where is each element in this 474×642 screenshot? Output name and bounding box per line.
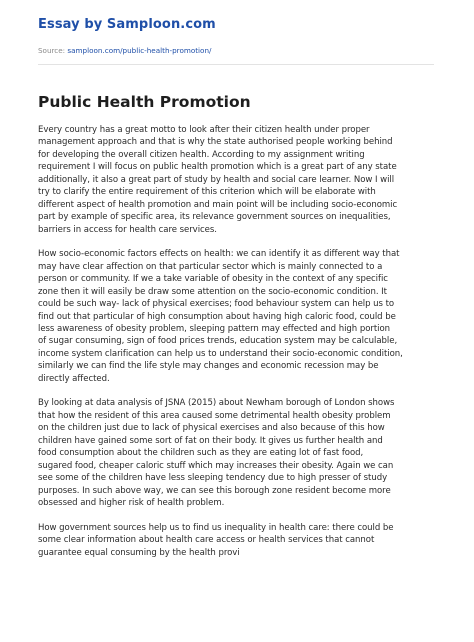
body-paragraph: [38, 522, 438, 559]
text-line: food consumption about the children such as they are eating lot of fast food,: [38, 448, 364, 459]
source-label: Source:: [38, 46, 66, 55]
text-line: purposes. In such above way, we can see this borough zone resident become more: [38, 485, 391, 496]
text-line: different aspect of health promotion and main point will be including socio-economic: [38, 199, 398, 210]
text-line: that how the resident of this area caused some detrimental health obesity problem: [38, 410, 391, 421]
text-line: barriers in access for health care services.: [38, 224, 217, 235]
body-paragraph: [38, 124, 438, 236]
text-line: How socio-economic factors effects on health: we can identify it as different way that: [38, 249, 400, 260]
text-line: guarantee equal consuming by the health provi: [38, 547, 240, 558]
source-line: [38, 46, 211, 55]
text-line: part by example of specific area, its relevance government sources on inequalities,: [38, 212, 391, 223]
text-line: income system clarification can help us to understand their socio-economic condition,: [38, 348, 403, 359]
text-line: find out that particular of high consumption about having high caloric food, could be: [38, 311, 396, 322]
text-line: for developing the overall citizen health. According to my assignment writing: [38, 149, 365, 160]
body-paragraph: [38, 397, 438, 509]
text-line: see some of the children have less sleeping tendency due to high presser of study: [38, 473, 388, 484]
text-line: directly affected.: [38, 373, 110, 384]
document-body: [38, 124, 438, 571]
text-line: requirement I will focus on public health promotion which is a great part of any state: [38, 162, 397, 173]
header-divider: [38, 64, 434, 65]
text-line: obsessed and higher risk of health problem.: [38, 498, 225, 509]
text-line: sugared food, cheaper caloric stuff which may increases their obesity. Again we can: [38, 460, 394, 471]
text-line: children have gained some sort of fat on their body. It gives us further health and: [38, 435, 383, 446]
text-line: try to clarify the entire requirement of this criterion which will be elaborate with: [38, 187, 376, 198]
document-title: Public Health Promotion: [38, 93, 251, 111]
site-title: Essay by Samploon.com: [38, 17, 216, 32]
text-line: Every country has a great motto to look after their citizen health under proper: [38, 125, 370, 135]
text-line: less awareness of obesity problem, sleeping pattern may effected and high portion: [38, 323, 391, 334]
text-line: similarly we can find the life style may changes and economic recession may be: [38, 361, 379, 372]
text-line: some clear information about health care access or health services that cannot: [38, 535, 375, 546]
text-line: on the children just due to lack of physical exercises and also because of this how: [38, 423, 385, 434]
text-line: person or community. If we a take variable of obesity in the context of any specific: [38, 274, 388, 285]
text-line: management approach and that is why the state authorised people working behind: [38, 137, 393, 148]
text-line: By looking at data analysis of JSNA (2015) about Newham borough of London shows: [38, 398, 395, 409]
body-paragraph: [38, 248, 438, 385]
text-line: additionally, it also a great part of study by health and social care learner. Now I will: [38, 174, 395, 185]
text-line: may have clear affection on that particular sector which is mainly connected to a: [38, 261, 383, 272]
text-line: could be such way- lack of physical exercises; food behaviour system can help us to: [38, 299, 395, 310]
text-line: of sugar consuming, sign of food prices trends, education system may be calculable,: [38, 336, 398, 347]
source-link[interactable]: samploon.com/public-health-promotion/: [67, 46, 212, 55]
text-line: How government sources help us to find us inequality in health care: there could be: [38, 522, 394, 533]
text-line: zone then it will easily be draw some attention on the socio-economic condition. It: [38, 286, 387, 297]
